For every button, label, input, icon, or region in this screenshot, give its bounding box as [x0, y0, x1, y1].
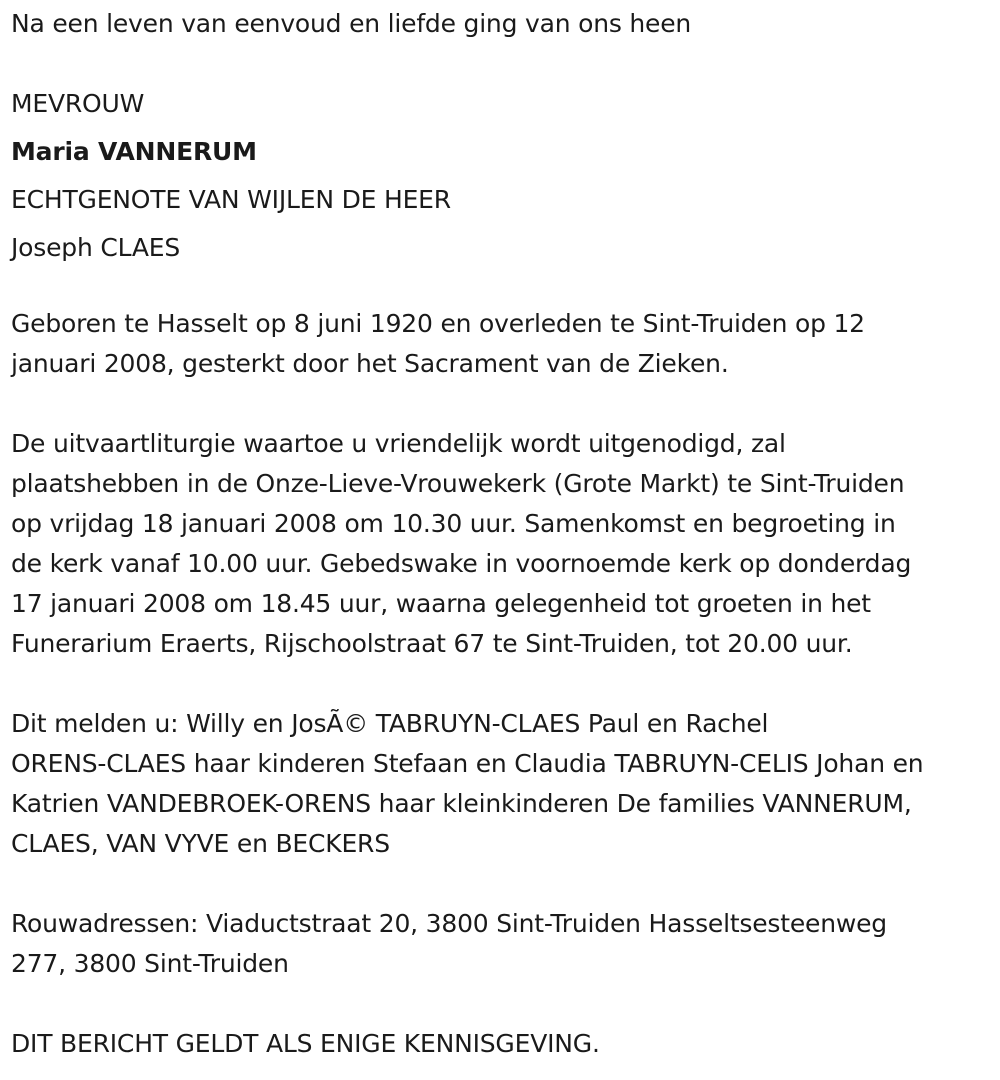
deceased-name: Maria VANNERUM [11, 137, 257, 166]
relation-text: ECHTGENOTE VAN WIJLEN DE HEER [11, 185, 451, 214]
family-paragraph [11, 704, 996, 864]
paragraph-line: plaatshebben in de Onze-Lieve-Vrouwekerk (Grote Markt) te Sint-Truiden [11, 469, 905, 498]
spacer [11, 384, 996, 424]
birth-death-paragraph [11, 304, 996, 384]
paragraph-line: Geboren te Hasselt op 8 juni 1920 en overleden te Sint-Truiden op 12 [11, 309, 865, 338]
paragraph-line: Funerarium Eraerts, Rijschoolstraat 67 te Sint-Truiden, tot 20.00 uur. [11, 629, 853, 658]
spacer [11, 984, 996, 1024]
addresses-paragraph [11, 904, 996, 984]
obituary-notice [11, 0, 996, 1064]
paragraph-line: ORENS-CLAES haar kinderen Stefaan en Claudia TABRUYN-CELIS Johan en [11, 749, 924, 778]
funeral-paragraph [11, 424, 996, 664]
paragraph-line: 17 januari 2008 om 18.45 uur, waarna gelegenheid tot groeten in het [11, 589, 871, 618]
spacer [11, 664, 996, 704]
honorific: MEVROUW [11, 89, 145, 118]
spacer [11, 48, 996, 80]
intro-text: Na een leven van eenvoud en liefde ging van ons heen [11, 9, 692, 38]
spouse-name: Joseph CLAES [11, 233, 181, 262]
paragraph-line: CLAES, VAN VYVE en BECKERS [11, 829, 390, 858]
paragraph-line: de kerk vanaf 10.00 uur. Gebedswake in voornoemde kerk op donderdag [11, 549, 912, 578]
paragraph-line: op vrijdag 18 januari 2008 om 10.30 uur. Samenkomst en begroeting in [11, 509, 896, 538]
paragraph-line: januari 2008, gesterkt door het Sacrament van de Zieken. [11, 349, 729, 378]
paragraph-line: Katrien VANDEBROEK-ORENS haar kleinkinderen De families VANNERUM, [11, 789, 912, 818]
paragraph-line: Rouwadressen: Viaductstraat 20, 3800 Sint-Truiden Hasseltsesteenweg [11, 909, 887, 938]
paragraph-line: De uitvaartliturgie waartoe u vriendelijk wordt uitgenodigd, zal [11, 429, 786, 458]
paragraph-line: Dit melden u: Willy en JosÃ© TABRUYN-CLAES Paul en Rachel [11, 709, 769, 738]
notice-text: DIT BERICHT GELDT ALS ENIGE KENNISGEVING. [11, 1029, 600, 1058]
spacer [11, 272, 996, 304]
spacer [11, 864, 996, 904]
paragraph-line: 277, 3800 Sint-Truiden [11, 949, 289, 978]
